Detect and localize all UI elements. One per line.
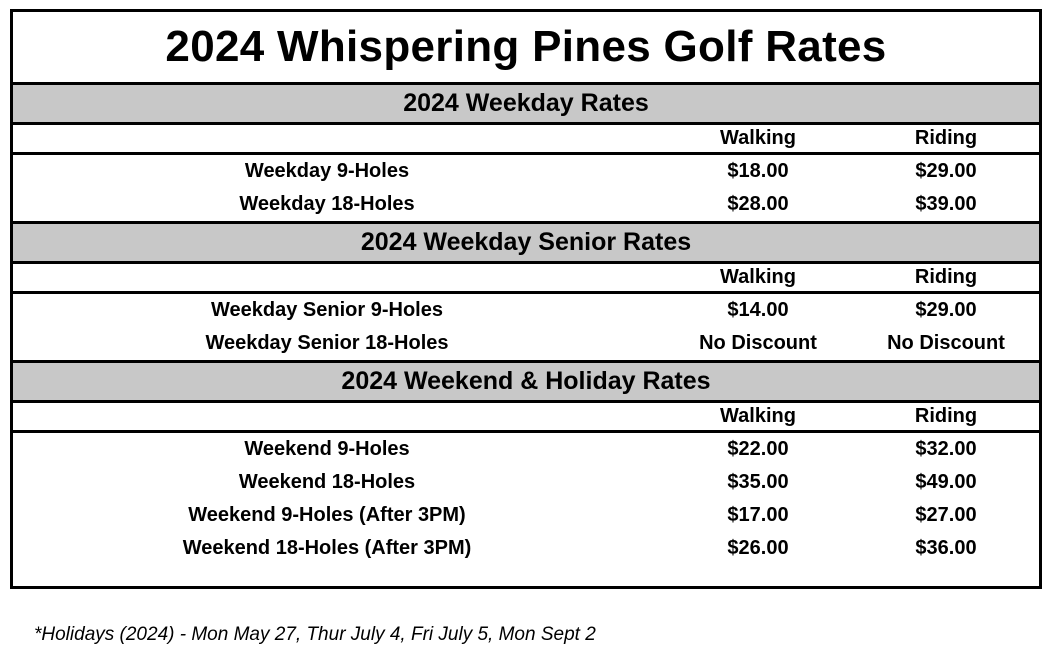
- rate-name: Weekend 9-Holes (After 3PM): [188, 504, 466, 526]
- rates-table: [10, 9, 1042, 589]
- holidays-footnote: *Holidays (2024) - Mon May 27, Thur July 4, Fri July 5, Mon Sept 2: [34, 624, 596, 645]
- table-row: [13, 188, 1039, 224]
- riding-price: $32.00: [915, 438, 977, 460]
- column-header-walking: Walking: [720, 266, 796, 288]
- rate-name: Weekend 18-Holes (After 3PM): [182, 537, 472, 559]
- rate-name: Weekday Senior 9-Holes: [211, 299, 443, 321]
- walking-price: $35.00: [727, 471, 789, 493]
- rate-name: Weekday 18-Holes: [239, 193, 415, 215]
- walking-price: $28.00: [727, 193, 789, 215]
- column-header-riding: Riding: [914, 127, 978, 149]
- walking-price: No Discount: [699, 332, 817, 354]
- section-header-weekday-senior: 2024 Weekday Senior Rates: [13, 224, 1039, 264]
- column-header-walking: Walking: [720, 127, 796, 149]
- column-header-walking: Walking: [720, 405, 796, 427]
- section-header-weekday: 2024 Weekday Rates: [13, 85, 1039, 125]
- column-header-row: [13, 125, 1039, 155]
- walking-price: $18.00: [727, 160, 789, 182]
- riding-price: $36.00: [915, 537, 977, 559]
- section-header-weekend-holiday: 2024 Weekend & Holiday Rates: [13, 363, 1039, 403]
- walking-price: $17.00: [727, 504, 789, 526]
- table-row: [13, 499, 1039, 532]
- table-row: [13, 294, 1039, 327]
- riding-price: $29.00: [915, 299, 977, 321]
- walking-price: $22.00: [727, 438, 789, 460]
- walking-price: $14.00: [727, 299, 789, 321]
- rate-name: Weekday 9-Holes: [244, 160, 410, 182]
- column-header-riding: Riding: [914, 266, 978, 288]
- page-title: 2024 Whispering Pines Golf Rates: [13, 12, 1039, 85]
- rate-name: Weekend 18-Holes: [238, 471, 416, 493]
- table-row: [13, 433, 1039, 466]
- table-row: [13, 327, 1039, 363]
- walking-price: $26.00: [727, 537, 789, 559]
- column-header-row: [13, 264, 1039, 294]
- table-row: [13, 466, 1039, 499]
- riding-price: $27.00: [915, 504, 977, 526]
- riding-price: $39.00: [915, 193, 977, 215]
- riding-price: No Discount: [887, 332, 1005, 354]
- column-header-riding: Riding: [914, 405, 978, 427]
- riding-price: $29.00: [915, 160, 977, 182]
- table-row: [13, 532, 1039, 565]
- column-header-row: [13, 403, 1039, 433]
- table-row: [13, 155, 1039, 188]
- riding-price: $49.00: [915, 471, 977, 493]
- rate-name: Weekday Senior 18-Holes: [205, 332, 449, 354]
- rate-name: Weekend 9-Holes: [244, 438, 410, 460]
